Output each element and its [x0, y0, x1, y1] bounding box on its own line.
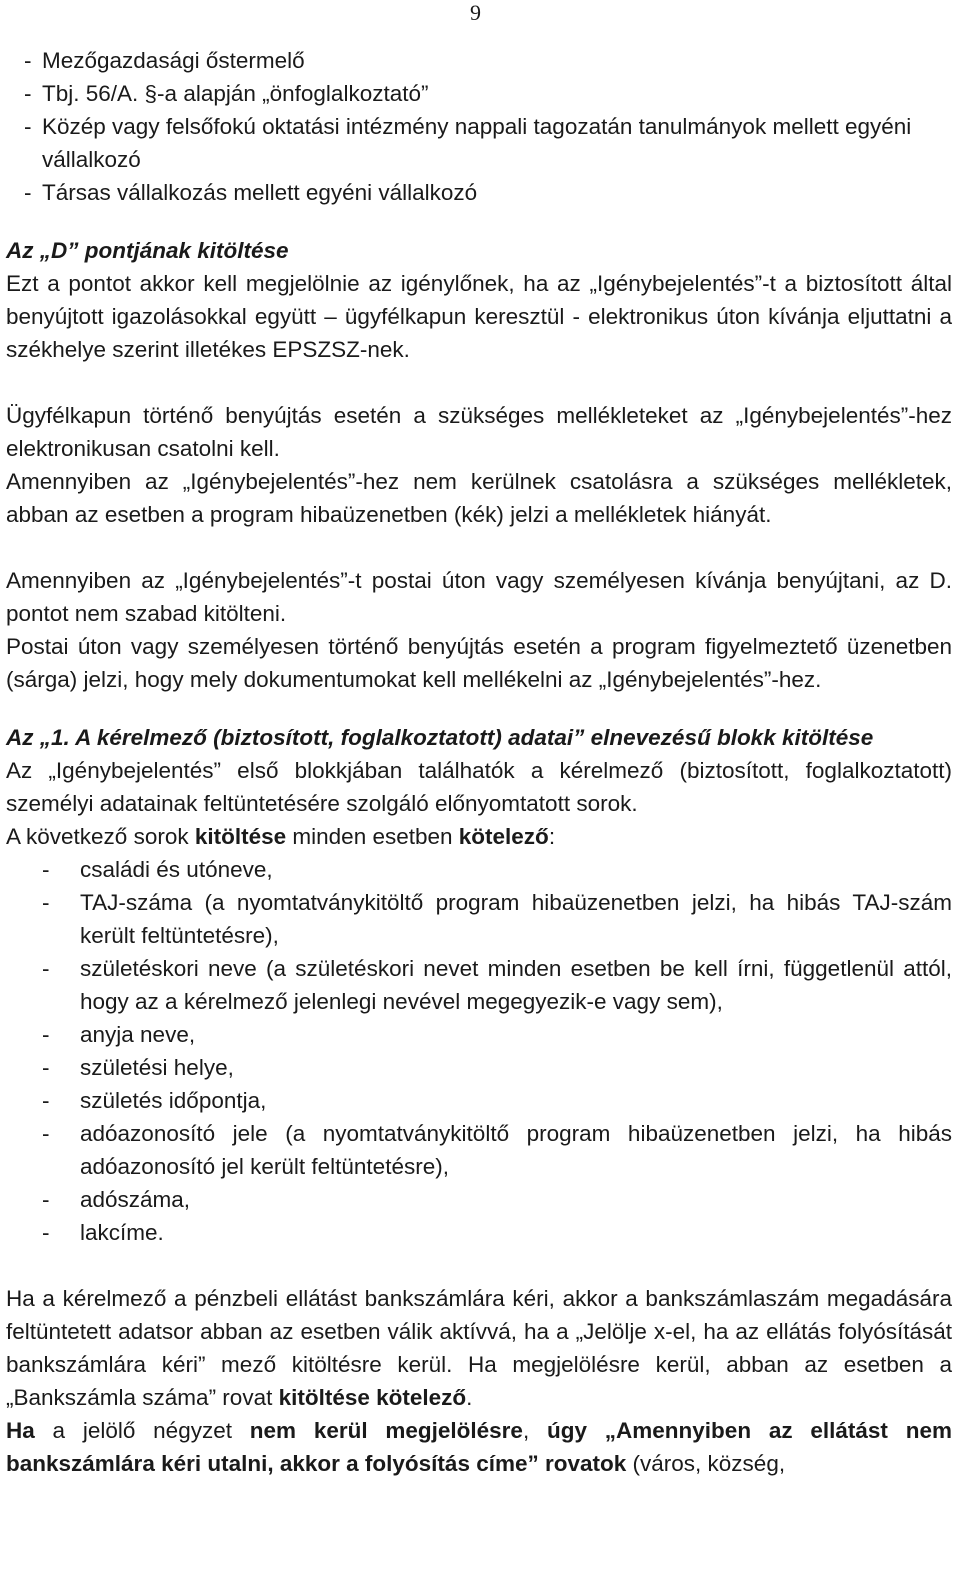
document-body: [6, 44, 952, 1480]
list-item: - Közép vagy felsőfokú oktatási intézmény nappali tagozatán tanulmányok mellett egyéni vállalkozó: [6, 110, 952, 176]
section-d-paragraph: Ezt a pontot akkor kell megjelölnie az igénylőnek, ha az „Igénybejelentés”-t a biztosított által benyújtott igazolásokkal együtt – ügyfélkapun keresztül - elektronikus úton kívánja eljuttatni a székhelye szerint illetékes EPSZSZ-nek.: [6, 271, 952, 362]
text-run-bold: Ha: [6, 1418, 35, 1443]
text-run-bold: nem kerül megjelölésre: [249, 1418, 523, 1443]
list-item: - Mezőgazdasági őstermelő: [6, 44, 952, 77]
intro-list: [6, 44, 952, 209]
text-run: (város, község,: [626, 1451, 786, 1476]
section-1-paragraph: [6, 1414, 952, 1480]
page-number: 9: [470, 0, 481, 25]
text-run: :: [548, 824, 556, 849]
section-d-heading: Az „D” pontjának kitöltése: [6, 238, 289, 263]
list-item: - anyja neve,: [6, 1018, 952, 1051]
text-run-bold: kitöltése kötelező: [278, 1385, 467, 1410]
text-run-bold: kitöltése: [194, 824, 287, 849]
list-item: - születés időpontja,: [6, 1084, 952, 1117]
list-item: - lakcíme.: [6, 1216, 952, 1249]
section-d-paragraph: Ügyfélkapun történő benyújtás esetén a szükséges mellékleteket az „Igénybejelentés”-hez elektronikusan csatolni kell.: [6, 403, 952, 461]
section-d-paragraph: Postai úton vagy személyesen történő benyújtás esetén a program figyelmeztető üzenetben (sárga) jelzi, hogy mely dokumentumokat kell mellékelni az „Igénybejelentés”-hez.: [6, 634, 952, 692]
list-item: - Társas vállalkozás mellett egyéni vállalkozó: [6, 176, 952, 209]
text-run: minden esetben: [286, 824, 459, 849]
text-run: A következő sorok: [6, 824, 195, 849]
list-item: - születési helye,: [6, 1051, 952, 1084]
mandatory-fields-list: [6, 853, 952, 1249]
text-run-bold: kötelező: [458, 824, 549, 849]
text-run-bold: úgy „Amennyiben az ellátást nem bankszámlára kéri utalni, akkor a folyósítás címe” rovatok: [6, 1418, 952, 1476]
list-item: - TAJ-száma (a nyomtatványkitöltő program hibaüzenetben jelzi, ha hibás TAJ-szám került feltüntetésre),: [6, 886, 952, 952]
section-1-paragraph: [6, 820, 952, 853]
list-item: - adóazonosító jele (a nyomtatványkitöltő program hibaüzenetben jelzi, ha hibás adóazonosító jel került feltüntetésre),: [6, 1117, 952, 1183]
text-run: ,: [522, 1418, 547, 1443]
section-d-paragraph: Amennyiben az „Igénybejelentés”-hez nem kerülnek csatolásra a szükséges mellékletek, abban az esetben a program hibaüzenetben (kék) jelzi a mellékletek hiányát.: [6, 469, 952, 527]
section-1-paragraph: [6, 1282, 952, 1414]
section-d-paragraph: Amennyiben az „Igénybejelentés”-t postai úton vagy személyesen kívánja benyújtani, az D. pontot nem szabad kitölteni.: [6, 568, 952, 626]
list-item: - Tbj. 56/A. §-a alapján „önfoglalkoztató”: [6, 77, 952, 110]
text-run: a jelölő négyzet: [34, 1418, 250, 1443]
section-1-heading: Az „1. A kérelmező (biztosított, foglalkoztatott) adatai” elnevezésű blokk kitöltése: [6, 725, 874, 750]
text-run: .: [466, 1385, 473, 1410]
section-1-paragraph: Az „Igénybejelentés” első blokkjában találhatók a kérelmező (biztosított, foglalkoztatott) személyi adatainak feltüntetésére szolgáló előnyomtatott sorok.: [6, 758, 952, 816]
list-item: - családi és utóneve,: [6, 853, 952, 886]
list-item: - születéskori neve (a születéskori nevet minden esetben be kell írni, függetlenül attól, hogy az a kérelmező jelenlegi nevével megegyezik-e vagy sem),: [6, 952, 952, 1018]
list-item: - adószáma,: [6, 1183, 952, 1216]
text-run: Ha a kérelmező a pénzbeli ellátást bankszámlára kéri, akkor a bankszámlaszám megadására feltüntetett adatsor abban az esetben válik aktívvá, ha a „Jelölje x-el, ha az ellátás folyósítását bankszámlára kéri” mező kitöltésre kerül. Ha megjelölésre kerül, abban az esetben a „Bankszámla száma” rovat: [6, 1286, 952, 1410]
